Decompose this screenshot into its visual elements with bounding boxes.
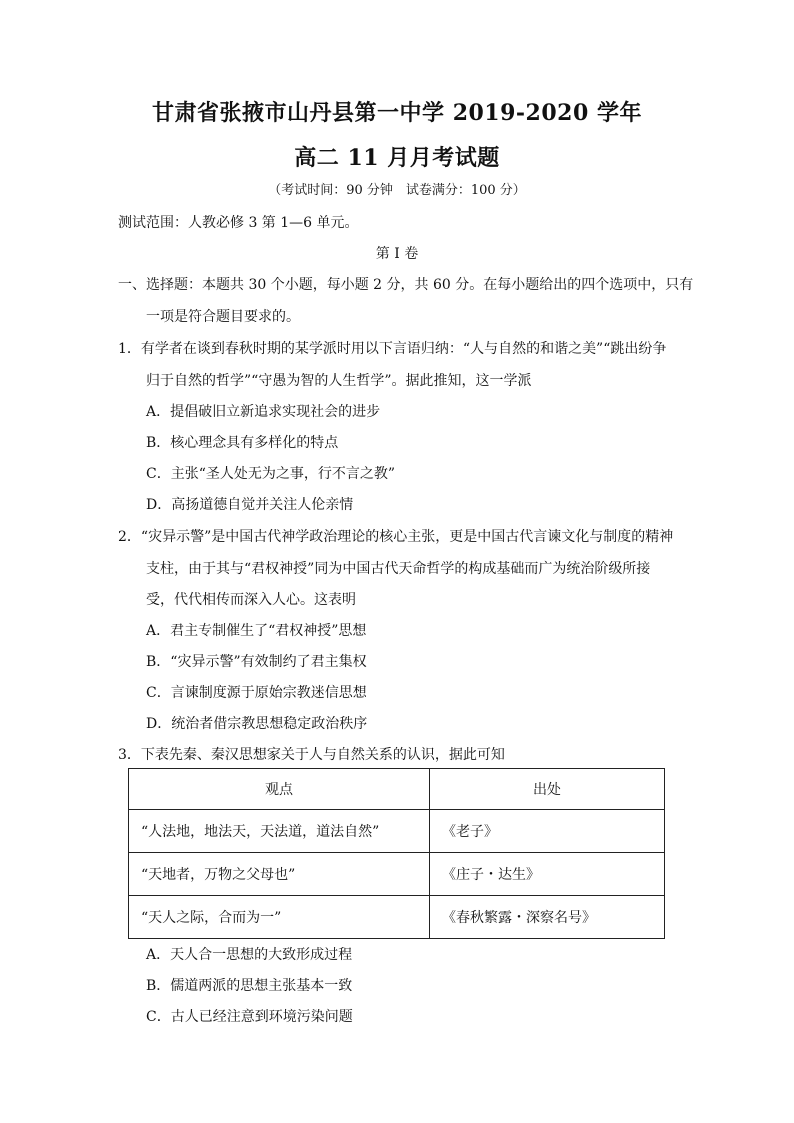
table-cell-viewpoint: “人法地，地法天，天法道，道法自然” bbox=[129, 810, 430, 853]
question-3-line1: 3．下表先秦、秦汉思想家关于人与自然关系的认识，据此可知 bbox=[118, 747, 505, 763]
question-2-option-d: D．统治者借宗教思想稳定政治秩序 bbox=[146, 716, 368, 732]
exam-subtitle: （考试时间：90 分钟 试卷满分：100 分） bbox=[268, 183, 526, 198]
table-row bbox=[129, 810, 665, 853]
section-instructions-line1: 一、选择题：本题共 30 个小题，每小题 2 分，共 60 分。在每小题给出的四个选项中，只有 bbox=[118, 277, 694, 293]
question-2-line3: 受，代代相传而深入人心。这表明 bbox=[146, 592, 356, 608]
viewpoint-table bbox=[128, 768, 665, 939]
exam-title-line1: 甘肃省张掖市山丹县第一中学 2019-2020 学年 bbox=[152, 100, 642, 126]
question-3-option-c: C．古人已经注意到环境污染问题 bbox=[146, 1009, 353, 1025]
table-cell-source: 《庄子・达生》 bbox=[430, 853, 665, 896]
question-1-option-d: D．高扬道德自觉并关注人伦亲情 bbox=[146, 497, 354, 513]
table-cell-source: 《春秋繁露・深察名号》 bbox=[430, 896, 665, 939]
question-3-option-b: B．儒道两派的思想主张基本一致 bbox=[146, 978, 353, 994]
question-1-option-b: B．核心理念具有多样化的特点 bbox=[146, 435, 339, 451]
question-1-option-c: C．主张“圣人处无为之事，行不言之教” bbox=[146, 466, 396, 482]
table-row bbox=[129, 853, 665, 896]
table-cell-viewpoint: “天地者，万物之父母也” bbox=[129, 853, 430, 896]
table-header-source: 出处 bbox=[430, 769, 665, 810]
test-scope: 测试范围：人教必修 3 第 1—6 单元。 bbox=[118, 215, 359, 231]
table-row bbox=[129, 896, 665, 939]
table-header-viewpoint: 观点 bbox=[129, 769, 430, 810]
volume-heading: 第 I 卷 bbox=[375, 246, 419, 262]
question-1-line1: 1．有学者在谈到春秋时期的某学派时用以下言语归纳：“人与自然的和谐之美”“跳出纷争 bbox=[118, 341, 667, 357]
exam-title-line2: 高二 11 月月考试题 bbox=[294, 145, 500, 171]
table-cell-source: 《老子》 bbox=[430, 810, 665, 853]
section-instructions-line2: 一项是符合题目要求的。 bbox=[146, 309, 300, 325]
question-2-line1: 2．“灾异示警”是中国古代神学政治理论的核心主张，更是中国古代言谏文化与制度的精神 bbox=[118, 529, 674, 545]
question-1-option-a: A．提倡破旧立新追求实现社会的进步 bbox=[146, 404, 381, 420]
table-header-row bbox=[129, 769, 665, 810]
table-cell-viewpoint: “天人之际，合而为一” bbox=[129, 896, 430, 939]
question-2-option-b: B．“灾异示警”有效制约了君主集权 bbox=[146, 654, 367, 670]
question-3-option-a: A．天人合一思想的大致形成过程 bbox=[146, 947, 353, 963]
question-2-option-a: A．君主专制催生了“君权神授”思想 bbox=[146, 623, 367, 639]
question-1-line2: 归于自然的哲学”“守愚为智的人生哲学”。据此推知，这一学派 bbox=[146, 373, 532, 389]
question-2-option-c: C．言谏制度源于原始宗教迷信思想 bbox=[146, 685, 367, 701]
question-2-line2: 支柱，由于其与“君权神授”同为中国古代天命哲学的构成基础而广为统治阶级所接 bbox=[146, 561, 651, 577]
